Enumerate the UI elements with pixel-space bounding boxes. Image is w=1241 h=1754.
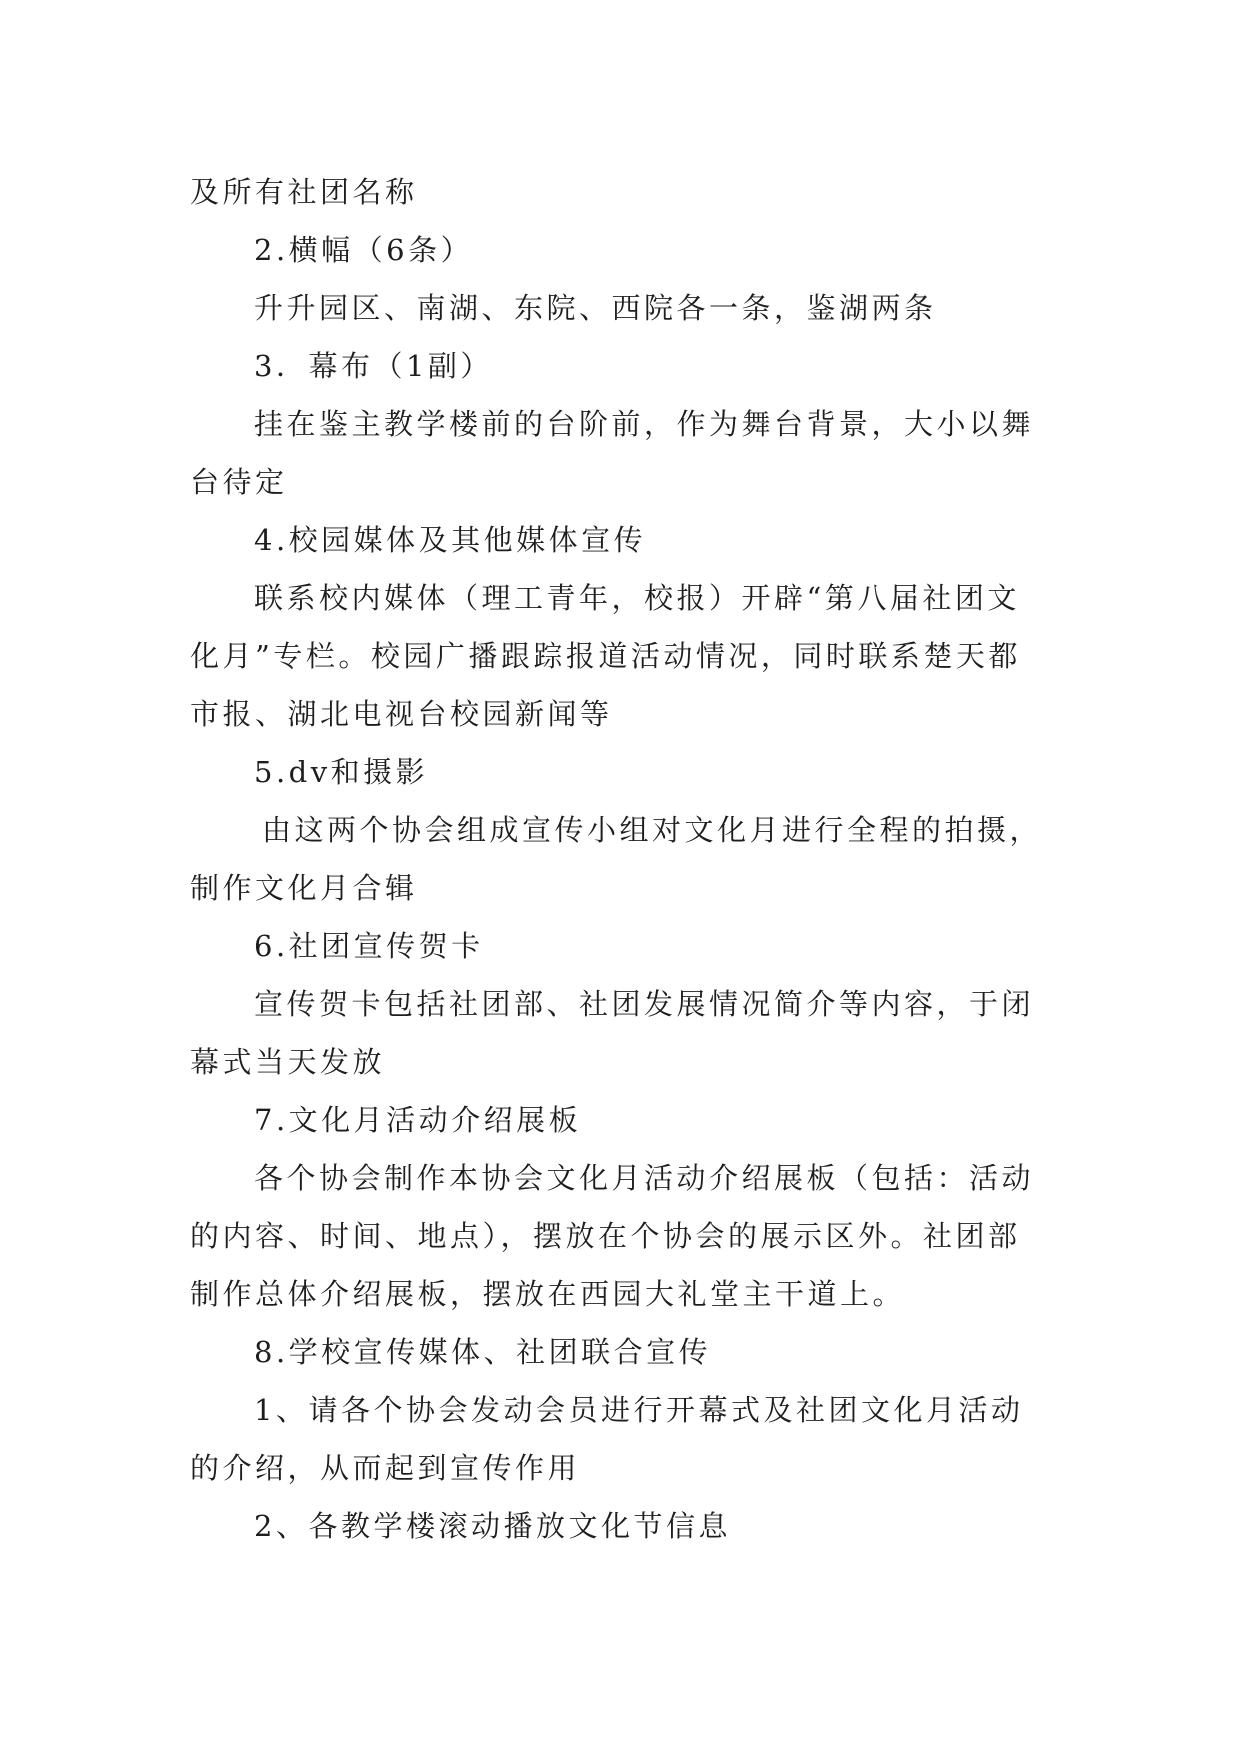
paragraph-line: 2、各教学楼滚动播放文化节信息 [254,1509,731,1543]
document-body [190,163,1070,1555]
paragraph-line: 台待定 [190,465,288,499]
section-heading: 5.dv和摄影 [254,755,429,789]
paragraph-line: 宣传贺卡包括社团部、社团发展情况简介等内容，于闭 [254,987,1035,1021]
section-heading: 2.横幅（6条） [254,233,474,267]
paragraph-line: 化月”专栏。校园广播跟踪报道活动情况，同时联系楚天都 [190,639,1021,673]
paragraph-line: 1、请各个协会发动会员进行开幕式及社团文化月活动 [254,1393,1024,1427]
paragraph-line: 各个协会制作本协会文化月活动介绍展板（包括：活动 [254,1161,1035,1195]
paragraph-line: 升升园区、南湖、东院、西院各一条，鉴湖两条 [254,291,937,325]
paragraph-line: 制作文化月合辑 [190,871,418,905]
paragraph-line: 挂在鉴主教学楼前的台阶前，作为舞台背景，大小以舞 [254,407,1035,441]
section-heading: 4.校园媒体及其他媒体宣传 [254,523,647,557]
paragraph-line: 联系校内媒体（理工青年，校报）开辟“第八届社团文 [254,581,1020,615]
section-heading: 3．幕布（1副） [254,349,493,383]
section-heading: 7.文化月活动介绍展板 [254,1103,582,1137]
paragraph-line: 由这两个协会组成宣传小组对文化月进行全程的拍摄， [262,813,1043,847]
section-heading: 6.社团宣传贺卡 [254,929,484,963]
paragraph-line: 的内容、时间、地点），摆放在个协会的展示区外。社团部 [190,1219,1021,1253]
paragraph-line: 幕式当天发放 [190,1045,386,1079]
paragraph-line: 的介绍，从而起到宣传作用 [190,1451,581,1485]
paragraph-line: 及所有社团名称 [190,175,418,209]
paragraph-line: 制作总体介绍展板，摆放在西园大礼堂主干道上。 [190,1277,906,1311]
section-heading: 8.学校宣传媒体、社团联合宣传 [254,1335,712,1369]
paragraph-line: 市报、湖北电视台校园新闻等 [190,697,613,731]
